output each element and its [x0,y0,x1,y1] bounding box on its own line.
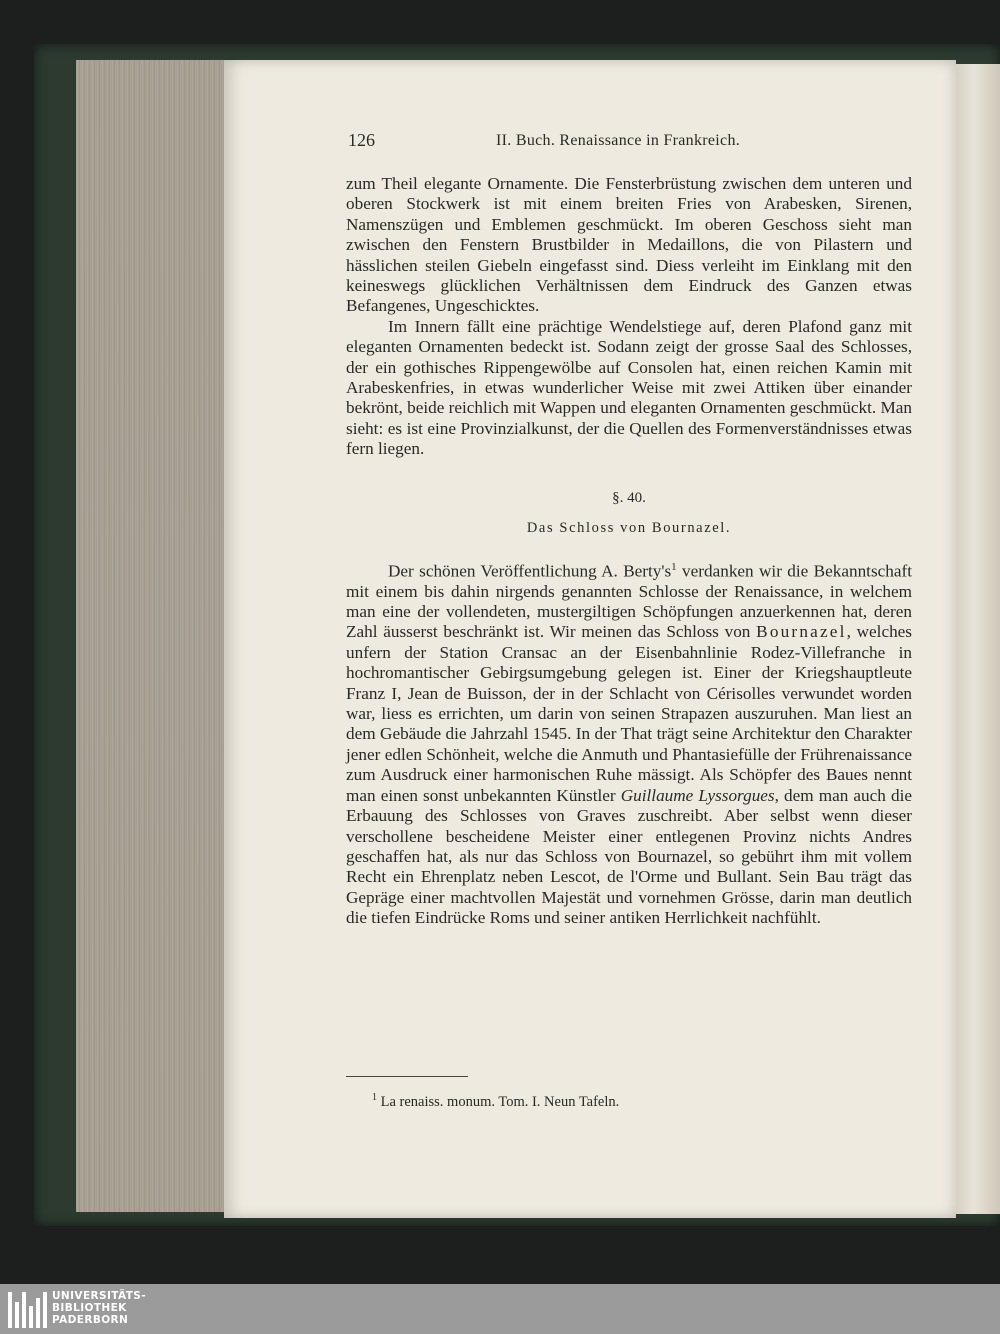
paragraph-3-part-b: verdanken wir die Bekanntschaft mit einem bis dahin nirgends genannten Schlosse der Renaissance, in welchem man eine der vollendeten, mustergiltigen Schöpfungen anzuerkennen hat, deren Zahl äusserst beschränkt ist. Wir meinen das Schloss von [346,561,912,642]
section-title: Das Schloss von Bournazel. [526,520,732,537]
page-text [346,174,912,929]
footnote-text: La renaiss. monum. Tom. I. Neun Tafeln. [380,1093,620,1110]
architect-name: Guillaume Lyssorgues [620,785,775,805]
paragraph-3-part-c: , welches unfern der Station Cransac an der Eisenbahnlinie Rodez-Villefranche in hochromantischer Gebirgsumgebung gelegen ist. Einer der Kriegshauptleute Franz I, Jean de Buisson, der in der Schlacht von Cérisolles verwundet worden war, liess es errichten, um darin von seinen Strapazen auszuruhen. Man liest an dem Gebäude die Jahrzahl 1545. In der That trägt seine Architektur den Charakter jener edlen Schönheit, welche die Anmuth und Phantasiefülle der Frührenaissance zum Ausdruck einer harmonischen Ruhe mässigt. Als Schöpfer des Baues nennt man einen sonst unbekannten Künstler [346,622,912,805]
footnote-rule [346,1076,468,1077]
library-logo-text [52,1290,146,1326]
paragraph-3-part-a: Der schönen Veröffentlichung A. Berty's [388,561,672,581]
book-page [224,60,956,1218]
paragraph-3-part-d: , dem man auch die Erbauung des Schlosses von Graves zuschreibt. Aber selbst wenn dieser verschollene bescheidene Meister einer entlegenen Provinz nichts Andres geschaffen hat, als nur das Schloss von Bournazel, so gebührt ihm mit vollem Recht ein Ehrenplatz neben Lescot, de l'Orme und Bullant. Sein Bau trägt das Gepräge einer machtvollen Majestät und vornehmen Grösse, darin man deutlich die tiefen Eindrücke Roms und seiner antiken Herrlichkeit nachfühlt. [346,785,912,928]
paragraph-1: zum Theil elegante Ornamente. Die Fensterbrüstung zwischen dem unteren und oberen Stockwerk ist mit einem breiten Fries von Arabesken, Sirenen, Namenszügen und Emblemen geschmückt. Im oberen Geschoss sieht man zwischen den Fenstern Brustbilder in Medaillons, die von Pilastern und hässlichen steilen Giebeln eingefasst sind. Diess verleiht im Einklang mit den keineswegs glücklichen Verhältnissen dem Eindruck des Ganzen etwas Befangenes, Ungeschicktes. [346,174,912,316]
paragraph-3 [346,557,912,929]
running-title: II. Buch. Renaissance in Frankreich. [496,132,741,149]
paragraph-2: Im Innern fällt eine prächtige Wendelstiege auf, deren Plafond ganz mit eleganten Ornamenten bedeckt ist. Sodann zeigt der grosse Saal des Schlosses, der ein gothisches Rippengewölbe auf Consolen hat, einen reichen Kamin mit Arabeskenfries, in etwas wunderlicher Weise mit zwei Attiken über einander bekrönt, beide reichlich mit Wappen und eleganten Ornamenten geschmückt. Man sieht: es ist eine Provinzialkunst, der die Quellen des Formenverständnisses etwas fern liegen. [346,316,912,459]
footnote-reference: 1 [671,560,677,573]
logo-line-2: BIBLIOTHEK [52,1302,127,1314]
footnote [372,1092,619,1111]
page-block-edge [76,60,228,1212]
library-logo-icon [8,1292,48,1328]
section-number: §. 40. [612,489,646,506]
place-name-spaced: Bournazel [756,622,847,642]
logo-line-1: UNIVERSITÄTS- [52,1290,147,1302]
footnote-marker: 1 [372,1092,377,1103]
logo-line-3: PADERBORN [52,1314,129,1326]
library-footer-bar [0,1284,1000,1334]
page-number: 126 [348,130,375,150]
facing-page-edge [956,64,1000,1214]
